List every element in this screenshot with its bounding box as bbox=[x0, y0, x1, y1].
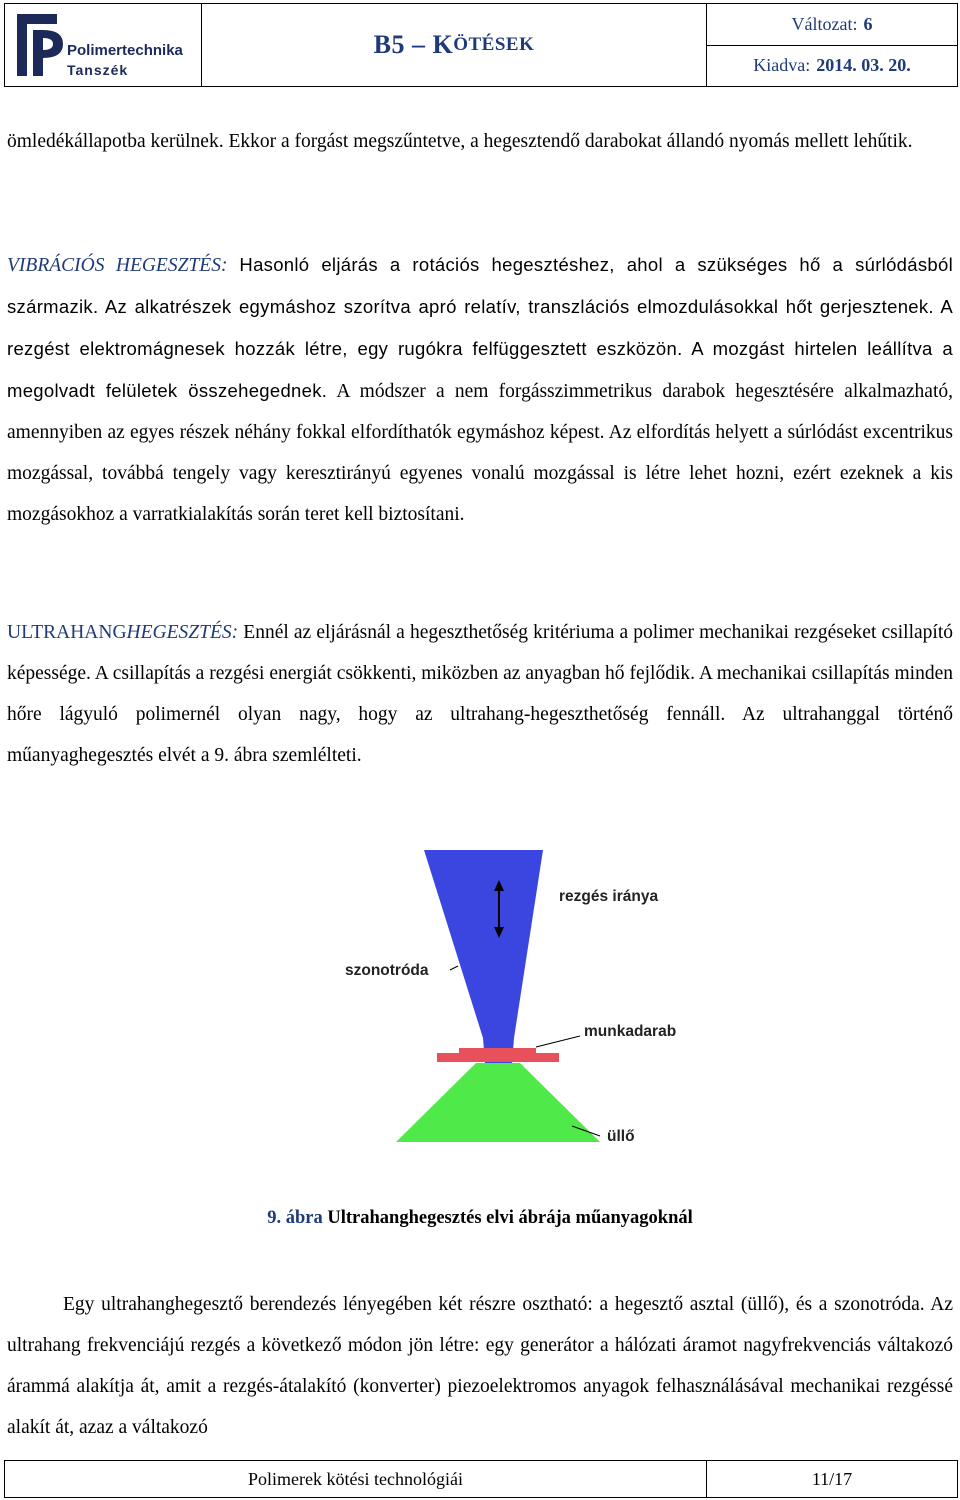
vibration-text-sans: Hasonló eljárás a rotációs hegesztéshez, ahol a szükséges hő a súrlódásból származik. Az alkatrészek egymáshoz szorítva apró relatív, transzlációs elmozdulásokkal hőt gerjesztenek. A rezgést elektromágnesek hozzák létre, egy rugókra felfüggesztett eszközön. A mozgást hirtelen leállítva a megolvadt felületek összehegednek. bbox=[7, 254, 953, 401]
version-row bbox=[707, 4, 957, 45]
ultrasonic-heading-a: ULTRAHANG bbox=[7, 622, 127, 643]
paragraph-continuation: ömledékállapotba kerülnek. Ekkor a forgást megszűntetve, a hegesztendő darabokat állandó nyomás mellett lehűtik. bbox=[7, 131, 913, 152]
logo-line-1: Polimertechnika bbox=[67, 42, 183, 59]
workpiece-bottom-layer bbox=[437, 1053, 559, 1062]
figure-caption bbox=[0, 1208, 960, 1229]
paragraph-ultrasonic-welding bbox=[7, 612, 953, 776]
page-footer bbox=[4, 1460, 958, 1498]
label-sonotrode: szonotróda bbox=[345, 962, 429, 979]
logo-line-2: Tanszék bbox=[67, 62, 129, 78]
ultrasonic-welding-figure bbox=[300, 838, 700, 1168]
vibration-heading: VIBRÁCIÓS HEGESZTÉS: bbox=[7, 255, 228, 276]
document-meta bbox=[707, 4, 957, 86]
title-prefix: B5 – K bbox=[373, 30, 454, 59]
footer-title: Polimerek kötési technológiái bbox=[5, 1461, 707, 1497]
ultrasonic-text: Ennél az eljárásnál a hegeszthetőség kritériuma a polimer mechanikai rezgéseket csillapító képessége. A csillapítás a rezgési energiát csökkenti, miközben az anyagban hő fejlődik. A mechanikai csillapítás minden hőre lágyuló polimernél olyan nagy, hogy az ultrahang-hegeszthetőség fennáll. Az ultrahanggal történő műanyaghegesztés elvét a 9. ábra szemlélteti. bbox=[7, 622, 953, 766]
issued-value: 2014. 03. 20. bbox=[816, 55, 911, 76]
label-anvil: üllő bbox=[607, 1128, 635, 1145]
sonotrode-pointer bbox=[450, 966, 458, 970]
vibration-text: A módszer a nem forgásszimmetrikus darabok hegesztésére alkalmazható, amennyiben az egyes részek néhány fokkal elfordíthatók egymáshoz képest. Az elfordítás helyett a súrlódást excentrikus mozgással, továbbá tengely vagy keresztirányú egyenes vonalú mozgással is létre lehet hozni, ezért ezeknek a kis mozgásokhoz a varratkialakítás során teret kell biztosítani. bbox=[7, 381, 954, 525]
document-title bbox=[202, 4, 707, 86]
label-workpiece: munkadarab bbox=[584, 1023, 677, 1040]
page-header bbox=[4, 3, 958, 87]
version-value: 6 bbox=[863, 13, 873, 34]
paragraph-vibration-welding bbox=[7, 244, 953, 535]
ultrasonic-heading-b: HEGESZTÉS: bbox=[126, 622, 239, 643]
label-vibration-direction: rezgés iránya bbox=[559, 888, 659, 905]
issued-row bbox=[707, 45, 957, 87]
caption-text: Ultrahanghegesztés elvi ábrája műanyagoknál bbox=[322, 1208, 693, 1228]
version-label: Változat: bbox=[791, 13, 858, 34]
workpiece-pointer bbox=[536, 1036, 580, 1047]
workpiece-top-layer bbox=[459, 1048, 536, 1053]
page-number: 11/17 bbox=[811, 1468, 853, 1489]
department-logo bbox=[5, 4, 202, 86]
paragraph-equipment: Egy ultrahanghegesztő berendezés lényegében két részre osztható: a hegesztő asztal (üllő), és a szonotróda. Az ultrahang frekvenciájú rezgés a következő módon jön létre: egy generátor a hálózati áramot nagyfrekvenciás váltakozó árammá alakítja át, amit a rezgés-átalakító (konverter) piezoelektromos anyagok felhasználásával mechanikai rezgéssé alakít át, azaz a váltakozó bbox=[7, 1294, 953, 1438]
anvil-shape bbox=[396, 1063, 600, 1142]
issued-label: Kiadva: bbox=[753, 55, 811, 76]
caption-number: 9. ábra bbox=[267, 1208, 323, 1228]
title-rest: ÖTÉSEK bbox=[453, 34, 535, 55]
sonotrode-shape bbox=[424, 850, 543, 1064]
